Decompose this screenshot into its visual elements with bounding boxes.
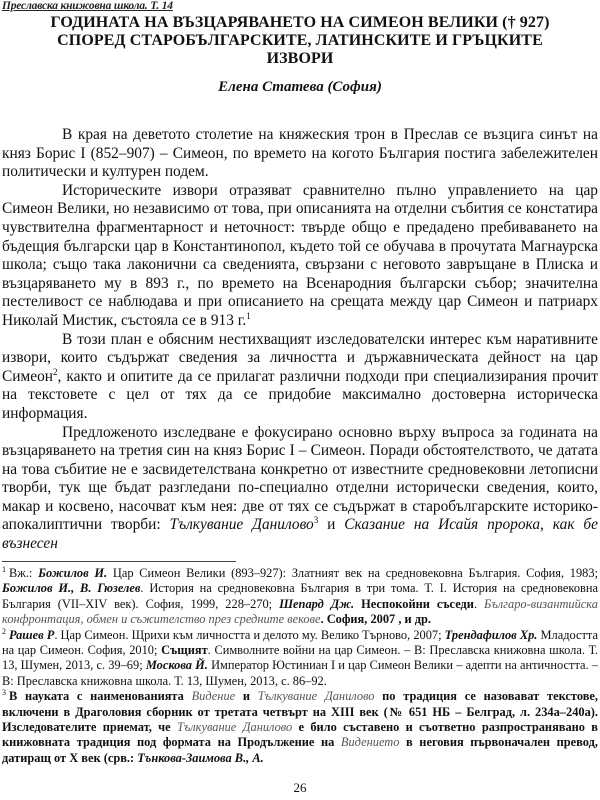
footnote-text: Цар Симеон Велики (893–927): Златният век на средновековна България. София, 1983; [107,566,599,580]
footnote-text: . Символните войни на цар Симеон. – В: Преславска книжовна школа. Т. 13, Шумен, 2013, с. 39–69; [2,643,599,673]
footnote-text: Вж.: [9,566,39,580]
body-text [2,126,598,554]
work-title: Тълкувание Данилово [169,516,314,534]
footnote-text: Шепард Дж. [279,596,355,611]
footnotes [2,566,598,766]
footnote-text: в неговия първоначален превод, датиращ от X век (срв.: [2,735,598,765]
footnote-text: . Цар Симеон. Щрихи към личността и делото му. Велико Търново, 2007; [54,627,445,642]
footnote-text: Тълкувание Данилово [176,720,293,735]
title-line-3: ИЗВОРИ [266,50,334,67]
paragraph-2 [2,182,598,331]
paragraph-text: Историческите извори отразяват сравнително пълно управлението на цар Симеон Велики, но независимо от това, при описанията на отделни събития се констатира чувствителна фрагментарност и неточност: твърде общо е предадено пребиваването на бъдещия български цар в Константинопол, където той се обучава в прочутата Магнаурска школа; също така лаконични са сведенията, свързани с неговото завръщане в Плиска и възцаряването му в 893 г., по времето на Всенародния български събор; значителна пестеливост се наблюдава и при описанието на срещата между цар Симеон и патриарх Николай Мистик, състояла се в 913 г. [2,181,598,329]
footnote-number: 1 [2,564,6,574]
footnote-text: и [235,689,258,704]
footnote-number: 3 [2,688,6,698]
footnote-text: Видението [340,735,400,750]
footnote-text: Тълкувание Данилово [257,689,375,704]
paragraph-text: В този план е обясним нестихващият изследователски интерес към наративните извори, които съдържат сведения за личността и държавническата дейност на цар Симеон [2,330,598,385]
work-title: Сказание на Исайя пророка, как бе възнесен [2,516,598,553]
paragraph-text: Предложеното изследване е фокусирано основно върху въпроса за годината на възцаряването на третия син на княз Борис I – Симеон. Поради обстоятелството, че датата на това събитие не е засвидетелствана конкретно от известните средновековни летописни творби, тук ще бъдат разгледани по-специално отделни исторически сведения, които, макар и косвено, насочват към нея: две от тях се съдържат в старобългарските историко-апокалиптични творби: [2,423,598,534]
footnote-text: . [473,596,485,611]
paragraph-text: , както и опитите да се прилагат различни подходи при специализирания прочит на текстовете с цел от тях да се придобие максимално достоверна историческа информация. [2,367,598,422]
footnote-text: Видение [191,689,236,704]
footnote-text: Трендафилов Хр. [444,627,538,642]
footnote-text: Москова Й. [145,658,208,673]
footnote-3 [2,689,598,766]
running-head: Преславска книжовна школа. Т. 14 [2,0,173,12]
footnote-2 [2,628,598,690]
footnote-1 [2,566,598,628]
title-line-1: ГОДИНАТА НА ВЪЗЦАРЯВАНЕТО НА СИМЕОН ВЕЛИКИ († 927) [50,14,550,31]
footnote-text: Младостта на цар Симеон. София, 2010; [2,627,598,658]
author-byline: Елена Статева (София) [218,79,382,95]
paragraph-3 [2,331,598,424]
footnote-text: Рашев Р [9,627,55,642]
article-title [0,14,600,68]
footnote-text: . История на средновековна България в три тома. Т. I. История на средновековна България (VII–XIV век). София, 1999, 228–270; [2,581,598,611]
page-number: 26 [293,780,307,795]
footnote-text: Същият [161,643,208,658]
footnote-text: Божилов И., В. Гюзелев [2,581,141,596]
footnote-text: Неспокойни съседи [354,596,474,611]
footnote-ref-3[interactable]: 3 [313,515,319,526]
footnote-text: Божилов И. [38,566,108,580]
footnote-ref-1[interactable]: 1 [246,310,251,321]
footnote-ref-2[interactable]: 2 [53,366,58,377]
footnote-text: В науката с наименованията [9,689,192,704]
paragraph-1 [2,126,598,182]
footnote-text: . София, 2007 , и др. [320,612,432,627]
footnote-text: Тънкова-Заимова В., А. [137,750,264,765]
footnote-text: е било съставено и съответно разпространявано в книжовната традиция под формата на Продължение на [2,720,598,750]
footnote-text: Император Юстиниан I и цар Симеон Велики – адепти на античността. – В: Преславска книжовна школа. Т. 13, Шумен, 2013, с. 86–92. [2,658,598,688]
footnote-number: 2 [2,626,6,636]
paragraph-text: В края на деветото столетие на княжеския трон в Преслав се възцига синът на княз Борис I (852–907) – Симеон, по времето на когото България постига забележителен политически и културен подем. [2,126,598,181]
paragraph-4 [2,424,598,554]
paragraph-text: и [318,516,345,534]
footnote-text: по традиция се назовават текстове, включени в Драголовия сборник от третата четвърт на XIII век (№ 651 НБ – Белград, л. 234а–240а). Изследователите приемат, че [2,689,598,735]
footnote-separator [2,561,236,562]
footnote-text: Българо-византийска конфронтация, обмен и съжителство през средните векове [2,596,598,627]
title-line-2: СПОРЕД СТАРОБЪЛГАРСКИТЕ, ЛАТИНСКИТЕ И ГРЪЦКИТЕ [57,32,543,49]
